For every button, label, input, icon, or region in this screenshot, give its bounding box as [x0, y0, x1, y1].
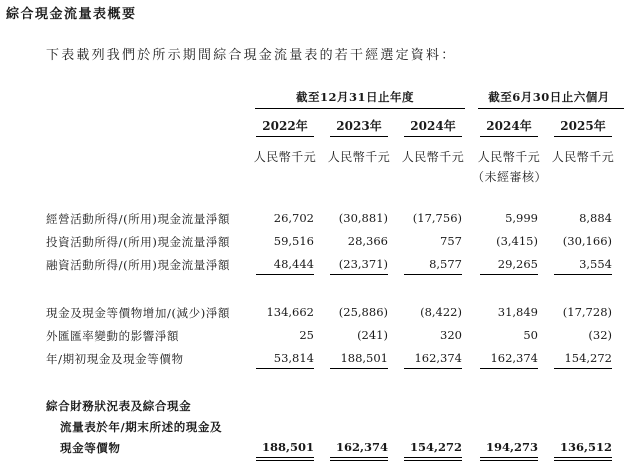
- subtotal-rule: [554, 274, 612, 275]
- row-label-operating: 經營活動所得/(所用)現金流量淨額: [46, 212, 231, 226]
- total-double-rule: [330, 457, 388, 458]
- section-title: 綜合現金流量表概要: [6, 7, 137, 22]
- cell-value: 162,374: [490, 351, 538, 365]
- total-double-rule: [330, 460, 388, 461]
- total-value: 136,512: [559, 440, 612, 454]
- group-header-interim: 截至6月30日止六個月: [488, 90, 610, 104]
- year-header-2024: 2024年: [410, 119, 456, 133]
- unit-label: 人民幣千元: [551, 150, 615, 164]
- cell-value: 154,272: [564, 351, 612, 365]
- cell-value: 29,265: [497, 257, 538, 271]
- subtotal-rule: [480, 274, 538, 275]
- total-double-rule: [480, 460, 538, 461]
- unit-label: 人民幣千元: [401, 150, 465, 164]
- total-value: 162,374: [335, 440, 388, 454]
- cell-value: (25,886): [338, 305, 388, 319]
- subtotal-rule: [330, 368, 388, 369]
- cell-value: 8,577: [429, 257, 462, 271]
- cell-value: 50: [523, 328, 538, 342]
- cell-value: 320: [440, 328, 462, 342]
- total-label-line-2: 流量表於年/期末所述的現金及: [60, 420, 223, 434]
- total-double-rule: [554, 460, 612, 461]
- cell-value: (3,415): [496, 234, 538, 248]
- cell-value: 28,366: [347, 234, 388, 248]
- total-label-line-3: 現金等價物: [60, 441, 121, 455]
- total-double-rule: [256, 457, 314, 458]
- subtotal-rule: [554, 368, 612, 369]
- cell-value: (17,756): [412, 211, 462, 225]
- subtotal-rule: [330, 274, 388, 275]
- row-label-investing: 投資活動所得/(所用)現金流量淨額: [46, 235, 231, 249]
- subtotal-rule: [256, 274, 314, 275]
- cell-value: 25: [299, 328, 314, 342]
- year-underline: [480, 136, 538, 137]
- cell-value: (17,728): [562, 305, 612, 319]
- cell-value: (23,371): [338, 257, 388, 271]
- cell-value: 5,999: [505, 211, 538, 225]
- cell-value: (241): [357, 328, 388, 342]
- cell-value: 48,444: [273, 257, 314, 271]
- total-double-rule: [256, 460, 314, 461]
- cell-value: 59,516: [273, 234, 314, 248]
- row-label-financing: 融資活動所得/(所用)現金流量淨額: [46, 258, 231, 272]
- unit-label: 人民幣千元: [327, 150, 391, 164]
- total-value: 188,501: [261, 440, 314, 454]
- cell-value: 188,501: [340, 351, 388, 365]
- total-double-rule: [404, 457, 462, 458]
- total-double-rule: [404, 460, 462, 461]
- unaudited-note: （未經審核）: [472, 170, 548, 184]
- cell-value: 134,662: [266, 305, 314, 319]
- cell-value: (30,166): [562, 234, 612, 248]
- year-header-2024-interim: 2024年: [486, 119, 532, 133]
- subtotal-rule: [404, 274, 462, 275]
- unit-label: 人民幣千元: [253, 150, 317, 164]
- total-value: 154,272: [409, 440, 462, 454]
- year-underline: [330, 136, 388, 137]
- year-underline: [256, 136, 314, 137]
- total-label-line-1: 綜合財務狀況表及綜合現金: [46, 399, 192, 413]
- cell-value: 757: [440, 234, 462, 248]
- subtotal-rule: [256, 368, 314, 369]
- group-underline-interim: [478, 108, 624, 109]
- total-double-rule: [554, 457, 612, 458]
- cell-value: (8,422): [420, 305, 462, 319]
- cell-value: (32): [588, 328, 612, 342]
- row-label-fx-effect: 外匯匯率變動的影響淨額: [46, 329, 180, 343]
- group-underline-annual: [255, 108, 465, 109]
- cell-value: 162,374: [414, 351, 462, 365]
- intro-text: 下表載列我們於所示期間綜合現金流量表的若干經選定資料：: [46, 48, 457, 63]
- row-label-opening-cash: 年/期初現金及現金等價物: [46, 352, 184, 366]
- year-underline: [554, 136, 612, 137]
- group-header-annual: 截至12月31日止年度: [295, 90, 414, 104]
- year-header-2022: 2022年: [262, 119, 308, 133]
- year-header-2023: 2023年: [336, 119, 382, 133]
- year-underline: [404, 136, 462, 137]
- cell-value: 3,554: [579, 257, 612, 271]
- cell-value: 26,702: [273, 211, 314, 225]
- year-header-2025-interim: 2025年: [560, 119, 606, 133]
- row-label-net-change: 現金及現金等價物增加/(減少)淨額: [46, 306, 231, 320]
- subtotal-rule: [404, 368, 462, 369]
- cell-value: (30,881): [338, 211, 388, 225]
- cell-value: 53,814: [273, 351, 314, 365]
- subtotal-rule: [480, 368, 538, 369]
- cell-value: 31,849: [497, 305, 538, 319]
- total-double-rule: [480, 457, 538, 458]
- cell-value: 8,884: [579, 211, 612, 225]
- unit-label: 人民幣千元: [477, 150, 541, 164]
- total-value: 194,273: [485, 440, 538, 454]
